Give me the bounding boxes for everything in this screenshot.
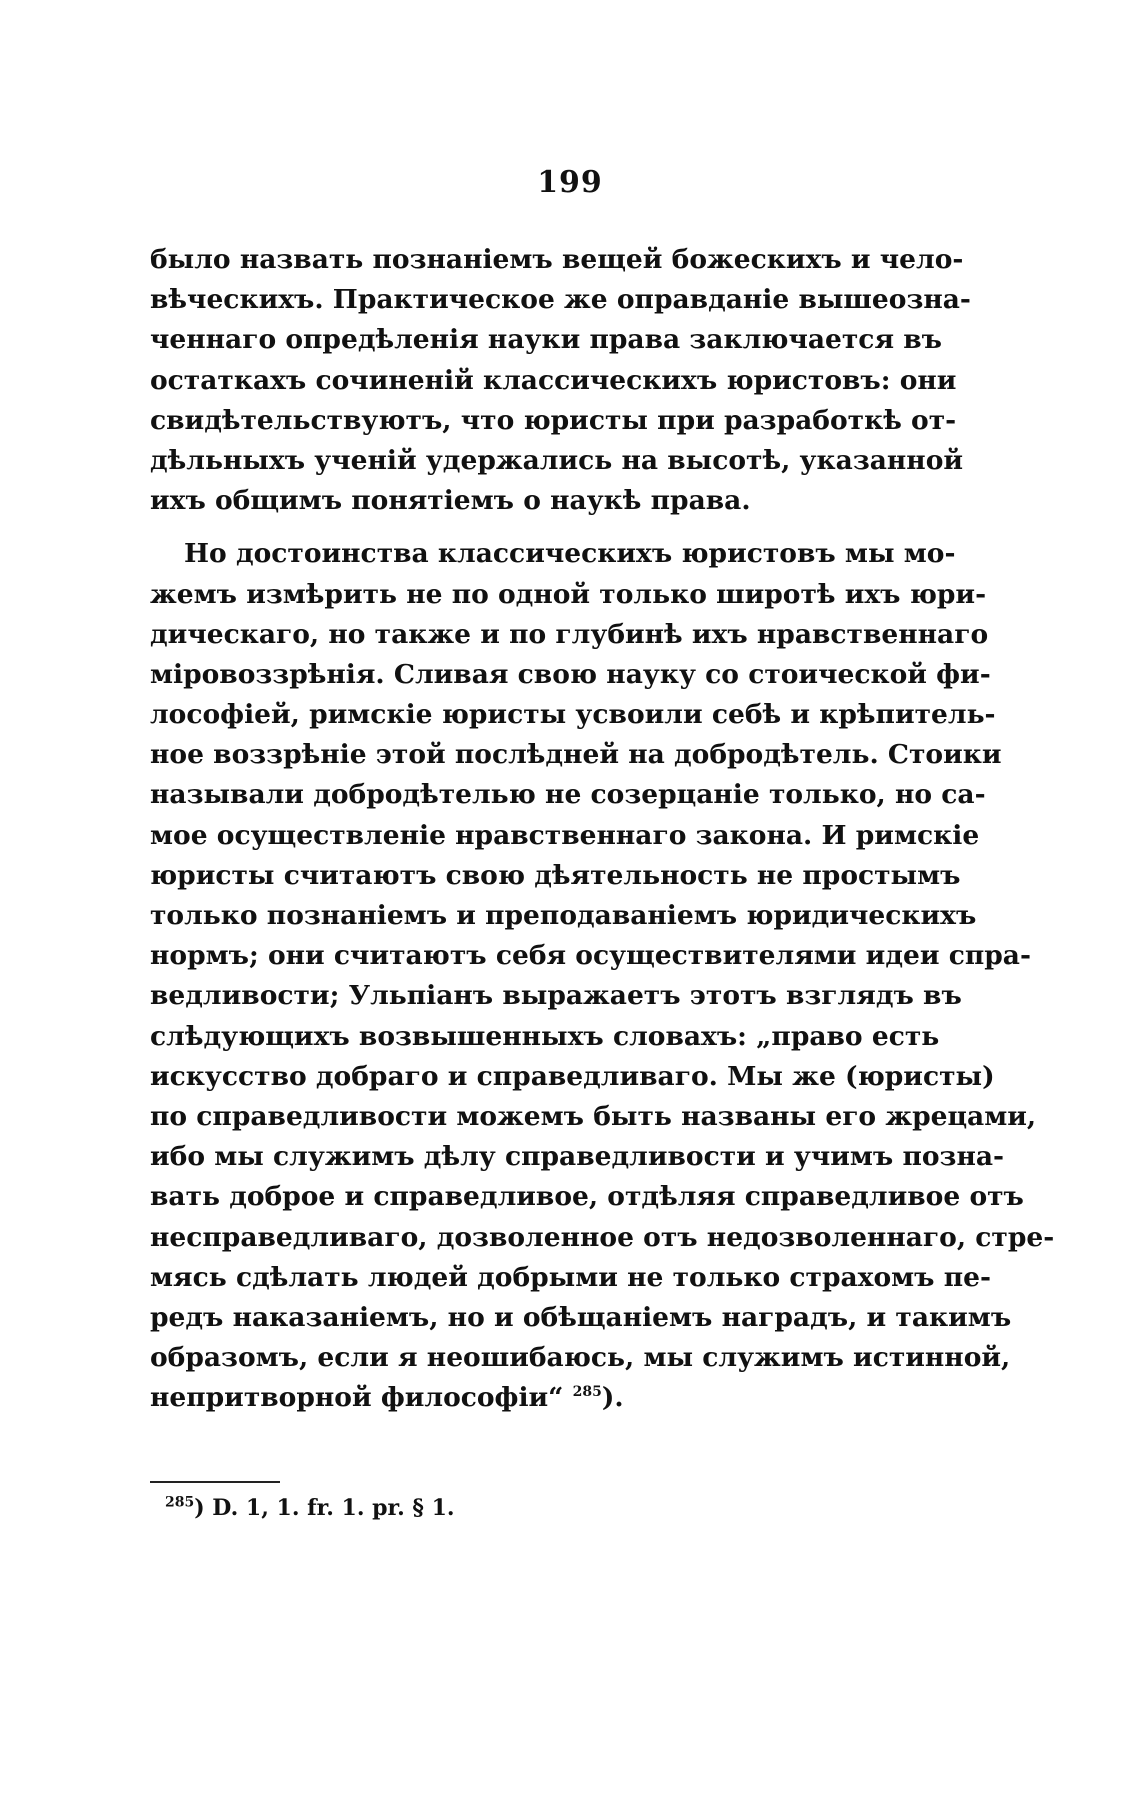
paragraph-1	[150, 240, 971, 521]
text-line: образомъ, если я неошибаюсь, мы служимъ истинной,	[150, 1342, 1011, 1374]
paragraph-gap	[150, 521, 930, 534]
text-line: ведливости; Ульпіанъ выражаетъ этотъ взглядъ въ	[150, 980, 962, 1012]
footnote-text: ) D. 1, 1. fr. 1. pr. § 1.	[194, 1495, 455, 1521]
footnote-divider	[150, 1481, 280, 1483]
body-text	[150, 240, 1055, 1418]
text-line: искусство добраго и справедливаго. Мы же (юристы)	[150, 1060, 995, 1092]
paragraph-2	[150, 534, 1055, 1418]
text-line: несправедливаго, дозволенное отъ недозволеннаго, стре-	[150, 1221, 1055, 1253]
text-line: лософіей, римскіе юристы усвоили себѣ и крѣпитель-	[150, 699, 996, 731]
text-line: Но достоинства классическихъ юристовъ мы мо-	[184, 538, 956, 570]
footnote-number: 285	[165, 1494, 195, 1511]
text-line: ихъ общимъ понятіемъ о наукѣ права.	[150, 485, 751, 517]
text-line: дѣльныхъ ученій удержались на высотѣ, указанной	[150, 444, 964, 476]
text-line: ибо мы служимъ дѣлу справедливости и учимъ позна-	[150, 1141, 1005, 1173]
text-line: жемъ измѣрить не по одной только широтѣ ихъ юри-	[150, 578, 987, 610]
text-line: вѣческихъ. Практическое же оправданіе вышеозна-	[150, 284, 971, 316]
text-line: нормъ; они считаютъ себя осуществителями идеи спра-	[150, 940, 1031, 972]
text-line: только познаніемъ и преподаваніемъ юридическихъ	[150, 900, 977, 931]
text-line: мое осуществленіе нравственнаго закона. И римскіе	[150, 819, 980, 851]
text-line: вать доброе и справедливое, отдѣляя справедливое отъ	[150, 1181, 1024, 1213]
text-line: редъ наказаніемъ, но и обѣщаніемъ наградъ, и такимъ	[150, 1301, 1012, 1333]
text-line: называли добродѣтелью не созерцаніе только, но са-	[150, 779, 986, 811]
text-line: остаткахъ сочиненій классическихъ юристовъ: они	[150, 364, 957, 396]
footnote-reference[interactable]: 285	[572, 1384, 602, 1401]
text-line: мясь сдѣлать людей добрыми не только страхомъ пе-	[150, 1261, 991, 1293]
text-line: міровоззрѣнія. Сливая свою науку со стоической фи-	[150, 658, 991, 690]
text-line: дическаго, но также и по глубинѣ ихъ нравственнаго	[150, 618, 989, 650]
text-line: слѣдующихъ возвышенныхъ словахъ: „право есть	[150, 1020, 940, 1052]
text-line: ное воззрѣніе этой послѣдней на добродѣтель. Стоики	[150, 739, 1002, 771]
text-line: было назвать познаніемъ вещей божескихъ и чело-	[150, 244, 964, 275]
page-number: 199	[537, 165, 603, 200]
text-line: юристы считаютъ свою дѣятельность не простымъ	[150, 859, 961, 891]
footnote	[165, 1490, 455, 1526]
text-line: ченнаго опредѣленія науки права заключается въ	[150, 324, 942, 356]
text-line-final-tail: ).	[601, 1382, 624, 1414]
text-line-final	[150, 1378, 930, 1418]
text-line: по справедливости можемъ быть названы его жрецами,	[150, 1100, 1037, 1132]
text-line: свидѣтельствуютъ, что юристы при разработкѣ от-	[150, 404, 957, 436]
text-line-final-body: непритворной философіи“	[150, 1382, 564, 1414]
